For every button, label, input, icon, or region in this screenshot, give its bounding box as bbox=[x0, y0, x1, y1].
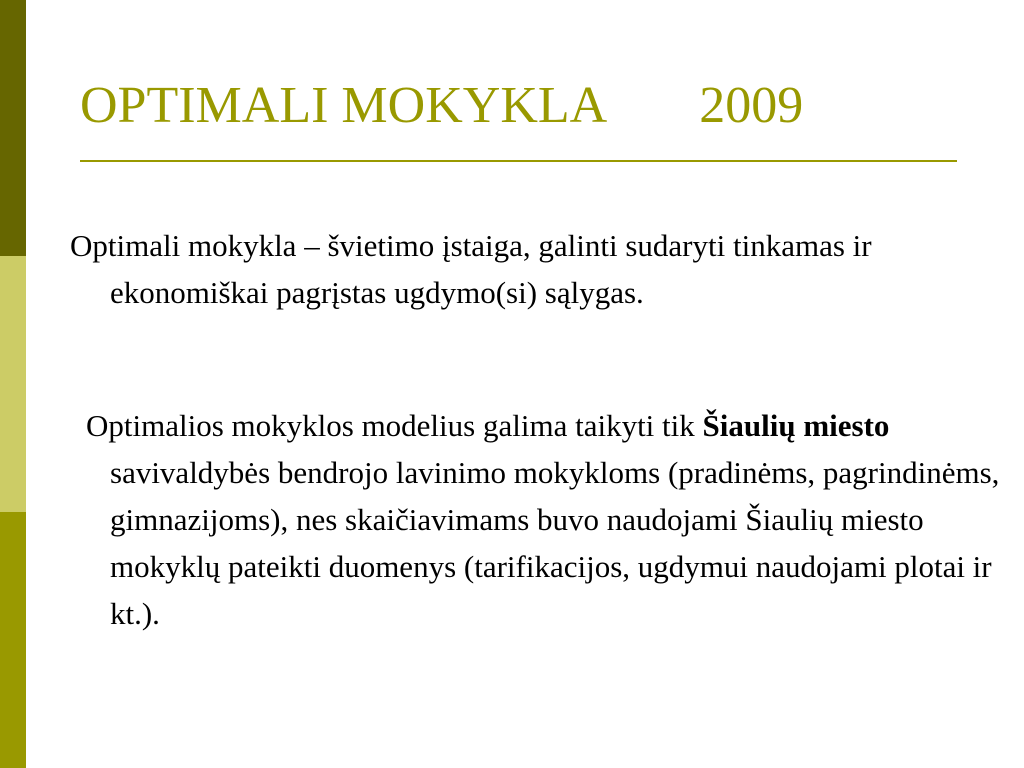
scope-bold-city: Šiaulių miesto bbox=[702, 408, 890, 443]
scope-text-before: Optimalios mokyklos modelius galima taikyti tik bbox=[86, 408, 703, 443]
slide-title bbox=[80, 74, 803, 138]
side-bar-olive-segment bbox=[0, 512, 26, 768]
scope-paragraph bbox=[86, 402, 1010, 637]
title-divider bbox=[80, 160, 957, 162]
side-bar-dark-segment bbox=[0, 0, 26, 256]
scope-text-after: savivaldybės bendrojo lavinimo mokykloms (pradinėms, pagrindinėms, gimnazijoms), nes skaičiavimams buvo naudojami Šiaulių miesto mokyklų pateikti duomenys (tarifikacijos, ugdymui naudojami plotai ir kt.). bbox=[110, 455, 1000, 631]
side-bar-light-segment bbox=[0, 256, 26, 512]
title-text: OPTIMALI MOKYKLA bbox=[80, 77, 608, 134]
title-year: 2009 bbox=[699, 77, 804, 134]
definition-paragraph: Optimali mokykla – švietimo įstaiga, galinti sudaryti tinkamas ir ekonomiškai pagrįstas ugdymo(si) sąlygas. bbox=[70, 228, 872, 310]
